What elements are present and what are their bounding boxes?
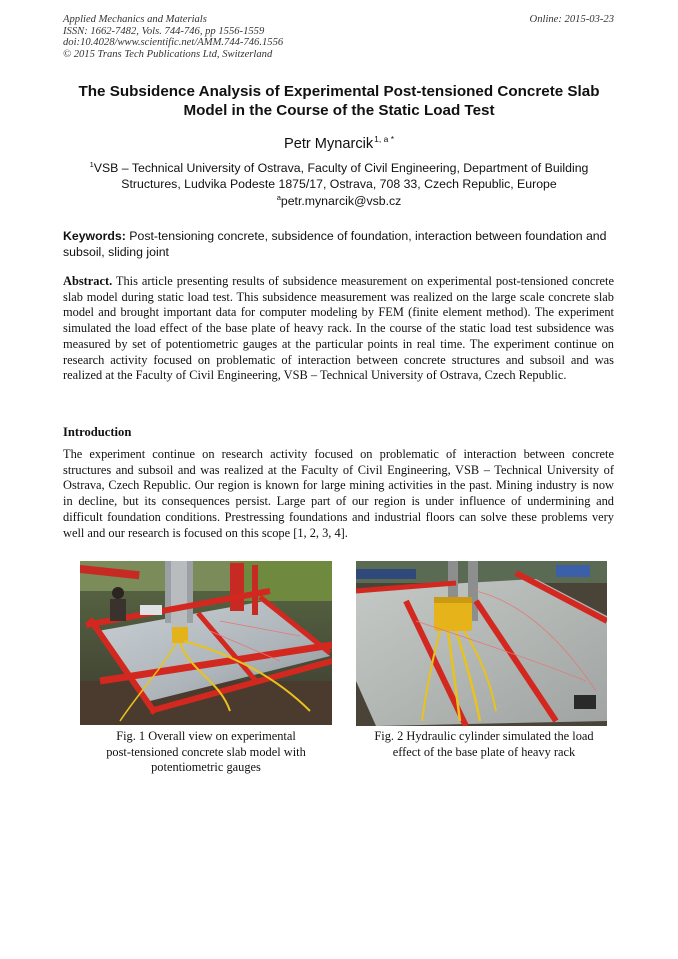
- affiliation-line-1: VSB – Technical University of Ostrava, Faculty of Civil Engineering, Department of Building: [93, 161, 589, 175]
- title-line-1: The Subsidence Analysis of Experimental Post-tensioned Concrete Slab: [78, 83, 600, 100]
- doi-line: doi:10.4028/www.scientific.net/AMM.744-746.1556: [63, 37, 284, 49]
- author-name: Petr Mynarcik: [283, 136, 374, 152]
- author-email-line: [0, 193, 678, 208]
- figure-1-photo: [80, 561, 332, 725]
- figure-2-caption-line-2: effect of the base plate of heavy rack: [392, 744, 576, 759]
- figure-2-caption-line-1: Fig. 2 Hydraulic cylinder simulated the load: [374, 729, 594, 743]
- author-superscript: 1, a *: [374, 134, 395, 144]
- issn-line: ISSN: 1662-7482, Vols. 744-746, pp 1556-1559: [63, 25, 265, 37]
- figure-1-illustration: [80, 561, 332, 725]
- copyright-line: © 2015 Trans Tech Publications Ltd, Switzerland: [63, 48, 273, 60]
- author-email: petr.mynarcik@vsb.cz: [280, 194, 402, 208]
- introduction-heading: Introduction: [63, 425, 132, 439]
- keywords-text: Post-tensioning concrete, subsidence of foundation, interaction between foundation and subsoil, sliding joint: [63, 229, 607, 259]
- affiliation-line-2: Structures, Ludvika Podeste 1875/17, Ostrava, 708 33, Czech Republic, Europe: [121, 177, 557, 191]
- figure-2-illustration: [356, 561, 607, 726]
- abstract-text: This article presenting results of subsidence measurement on experimental post-tensioned concrete slab model during static load test. This subsidence measurement was realized on the large scale concrete slab model and brought important data for computer modeling by FEM (finite element method). The experiment simulated the load effect of the base plate of heavy rack. In the course of the static load test subsidence was measured by set of potentiometric gauges at the particular points in real time. The experiment continue on research activity focused on problematic of interaction between concrete structures and subsoil and was realized at the Faculty of Civil Engineering, VSB – Technical University of Ostrava, Czech Republic.: [63, 274, 614, 383]
- email-superscript: a: [276, 193, 281, 202]
- online-date: Online: 2015-03-23: [529, 14, 614, 25]
- abstract-label: Abstract.: [63, 274, 113, 288]
- figure-1-caption: [72, 729, 340, 776]
- paper-title: [50, 82, 628, 120]
- figure-1-caption-line-2: post-tensioned concrete slab model with: [106, 744, 306, 759]
- keywords-label: Keywords:: [63, 229, 126, 243]
- journal-header: [63, 14, 283, 60]
- keywords: [63, 229, 615, 260]
- title-line-2: Model in the Course of the Static Load Test: [183, 102, 495, 119]
- affiliation: [60, 157, 618, 192]
- journal-name: Applied Mechanics and Materials: [63, 14, 207, 25]
- figure-1-caption-line-3: potentiometric gauges: [151, 760, 261, 774]
- introduction-text: The experiment continue on research activity focused on problematic of interaction between concrete structures and subsoil and was realized at the Faculty of Civil Engineering, VSB – Technical University of Ostrava, Czech Republic. Our region is known for large mining activities in the past. Mining industry is now in decline, but its consequences persist. Large part of our region is under influence of undermining and difficult foundation conditions. Prestressing foundations and industrial floors can solve these problems very well and our research is focused on this scope [1, 2, 3, 4].: [63, 447, 614, 540]
- affiliation-superscript: 1: [89, 160, 94, 169]
- figure-2-caption: [356, 729, 612, 760]
- author-line: [0, 130, 678, 153]
- figure-1-caption-line-1: Fig. 1 Overall view on experimental: [116, 729, 296, 743]
- figure-2-photo: [356, 561, 607, 726]
- abstract: [63, 274, 614, 384]
